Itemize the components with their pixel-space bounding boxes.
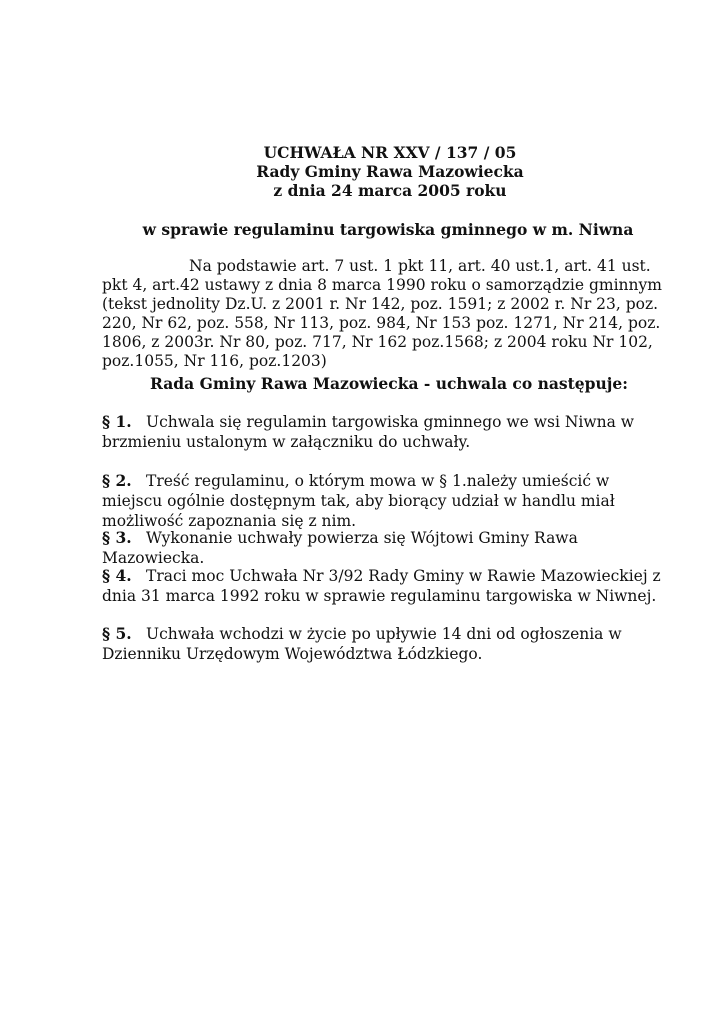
resolution-subject: w sprawie regulaminu targowiska gminnego w m. Niwna [142,220,634,239]
legal-basis: Na podstawie art. 7 ust. 1 pkt 11, art. 40 ust.1, art. 41 ust. pkt 4, art.42 ustawy z dnia 8 marca 1990 roku o samorządzie gminnym (tekst jednolity Dz.U. z 2001 r. Nr 142, poz. 1591; z 2002 r. Nr 23, poz. 220, Nr 62, poz. 558, Nr 113, poz. 984, Nr 153 poz. 1271, Nr 214, poz. 1806, z 2003r. Nr 80, poz. 717, Nr 162 poz.1568; z 2004 roku Nr 102, poz.1055, Nr 116, poz.1203) [102,257,662,370]
council-name: Rady Gminy Rawa Mazowiecka [256,162,524,181]
paragraph-text: Traci moc Uchwała Nr 3/92 Rady Gminy w Rawie Mazowieckiej z dnia 31 marca 1992 roku w sprawie regulaminu targowiska w Niwnej. [102,567,661,605]
paragraph-number: § 2. [102,471,132,490]
resolution-number: UCHWAŁA NR XXV / 137 / 05 [263,143,517,162]
resolution-date: z dnia 24 marca 2005 roku [273,181,507,200]
paragraph-text: Uchwała wchodzi w życie po upływie 14 dni od ogłoszenia w Dzienniku Urzędowym Województwa Łódzkiego. [102,625,622,663]
paragraph-5 [102,624,662,664]
paragraph-number: § 5. [102,624,132,643]
paragraph-text: Treść regulaminu, o którym mowa w § 1.należy umieścić w miejscu ogólnie dostępnym tak, aby biorący udział w handlu miał możliwość zapoznania się z nim. [102,472,615,530]
paragraph-number: § 4. [102,566,132,585]
paragraph-text: Wykonanie uchwały powierza się Wójtowi Gminy Rawa Mazowiecka. [102,529,578,567]
council-statement: Rada Gminy Rawa Mazowiecka - uchwala co następuje: [150,374,628,393]
paragraph-text: Uchwala się regulamin targowiska gminnego we wsi Niwna w brzmieniu ustalonym w załączniku do uchwały. [102,413,635,451]
paragraph-2 [102,471,662,531]
paragraph-3 [102,528,662,568]
paragraph-number: § 1. [102,412,132,431]
paragraph-1 [102,412,662,452]
paragraph-number: § 3. [102,528,132,547]
paragraph-4 [102,566,662,606]
